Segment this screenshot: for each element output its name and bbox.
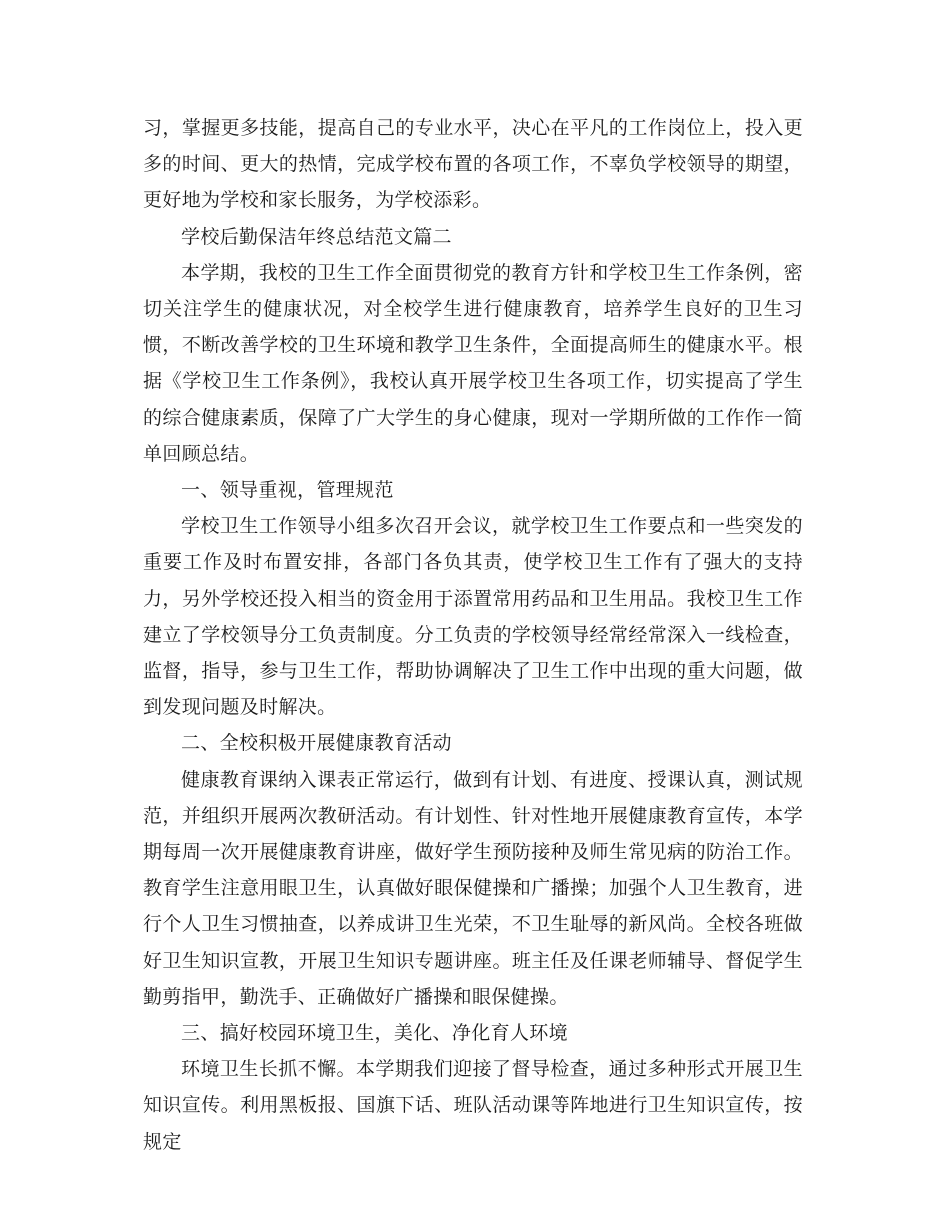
article-title: 学校后勤保洁年终总结范文篇二 bbox=[181, 225, 452, 248]
section-heading-3: 三、搞好校园环境卫生，美化、净化育人环境 bbox=[181, 1022, 569, 1045]
paragraph-section-3: 环境卫生长抓不懈。本学期我们迎接了督导检查，通过多种形式开展卫生知识宣传。利用黑板报、国旗下话、班队活动课等阵地进行卫生知识宣传，按规定 bbox=[143, 1058, 803, 1153]
paragraph-continuation: 习，掌握更多技能，提高自己的专业水平，决心在平凡的工作岗位上，投入更多的时间、更大的热情，完成学校布置的各项工作，不辜负学校领导的期望，更好地为学校和家长服务，为学校添彩。 bbox=[143, 117, 803, 212]
paragraph-section-2: 健康教育课纳入课表正常运行，做到有计划、有进度、授课认真，测试规范，并组织开展两次教研活动。有计划性、针对性地开展健康教育宣传，本学期每周一次开展健康教育讲座，做好学生预防接种及师生常见病的防治工作。教育学生注意用眼卫生，认真做好眼保健操和广播操；加强个人卫生教育，进行个人卫生习惯抽查，以养成讲卫生光荣，不卫生耻辱的新风尚。全校各班做好卫生知识宣教，开展卫生知识专题讲座。班主任及任课老师辅导、督促学生勤剪指甲，勤洗手、正确做好广播操和眼保健操。 bbox=[143, 768, 803, 1008]
document-page bbox=[143, 110, 803, 1160]
paragraph-section-1: 学校卫生工作领导小组多次召开会议，就学校卫生工作要点和一些突发的重要工作及时布置安排，各部门各负其责，使学校卫生工作有了强大的支持力，另外学校还投入相当的资金用于添置常用药品和卫生用品。我校卫生工作建立了学校领导分工负责制度。分工负责的学校领导经常经常深入一线检查，监督，指导，参与卫生工作，帮助协调解决了卫生工作中出现的重大问题，做到发现问题及时解决。 bbox=[143, 515, 803, 719]
section-heading-1: 一、领导重视，管理规范 bbox=[181, 479, 394, 502]
paragraph-intro: 本学期，我校的卫生工作全面贯彻党的教育方针和学校卫生工作条例，密切关注学生的健康状况，对全校学生进行健康教育，培养学生良好的卫生习惯，不断改善学校的卫生环境和教学卫生条件，全面提高师生的健康水平。根据《学校卫生工作条例》，我校认真开展学校卫生各项工作，切实提高了学生的综合健康素质，保障了广大学生的身心健康，现对一学期所做的工作作一简单回顾总结。 bbox=[143, 261, 803, 465]
section-heading-2: 二、全校积极开展健康教育活动 bbox=[181, 732, 452, 755]
